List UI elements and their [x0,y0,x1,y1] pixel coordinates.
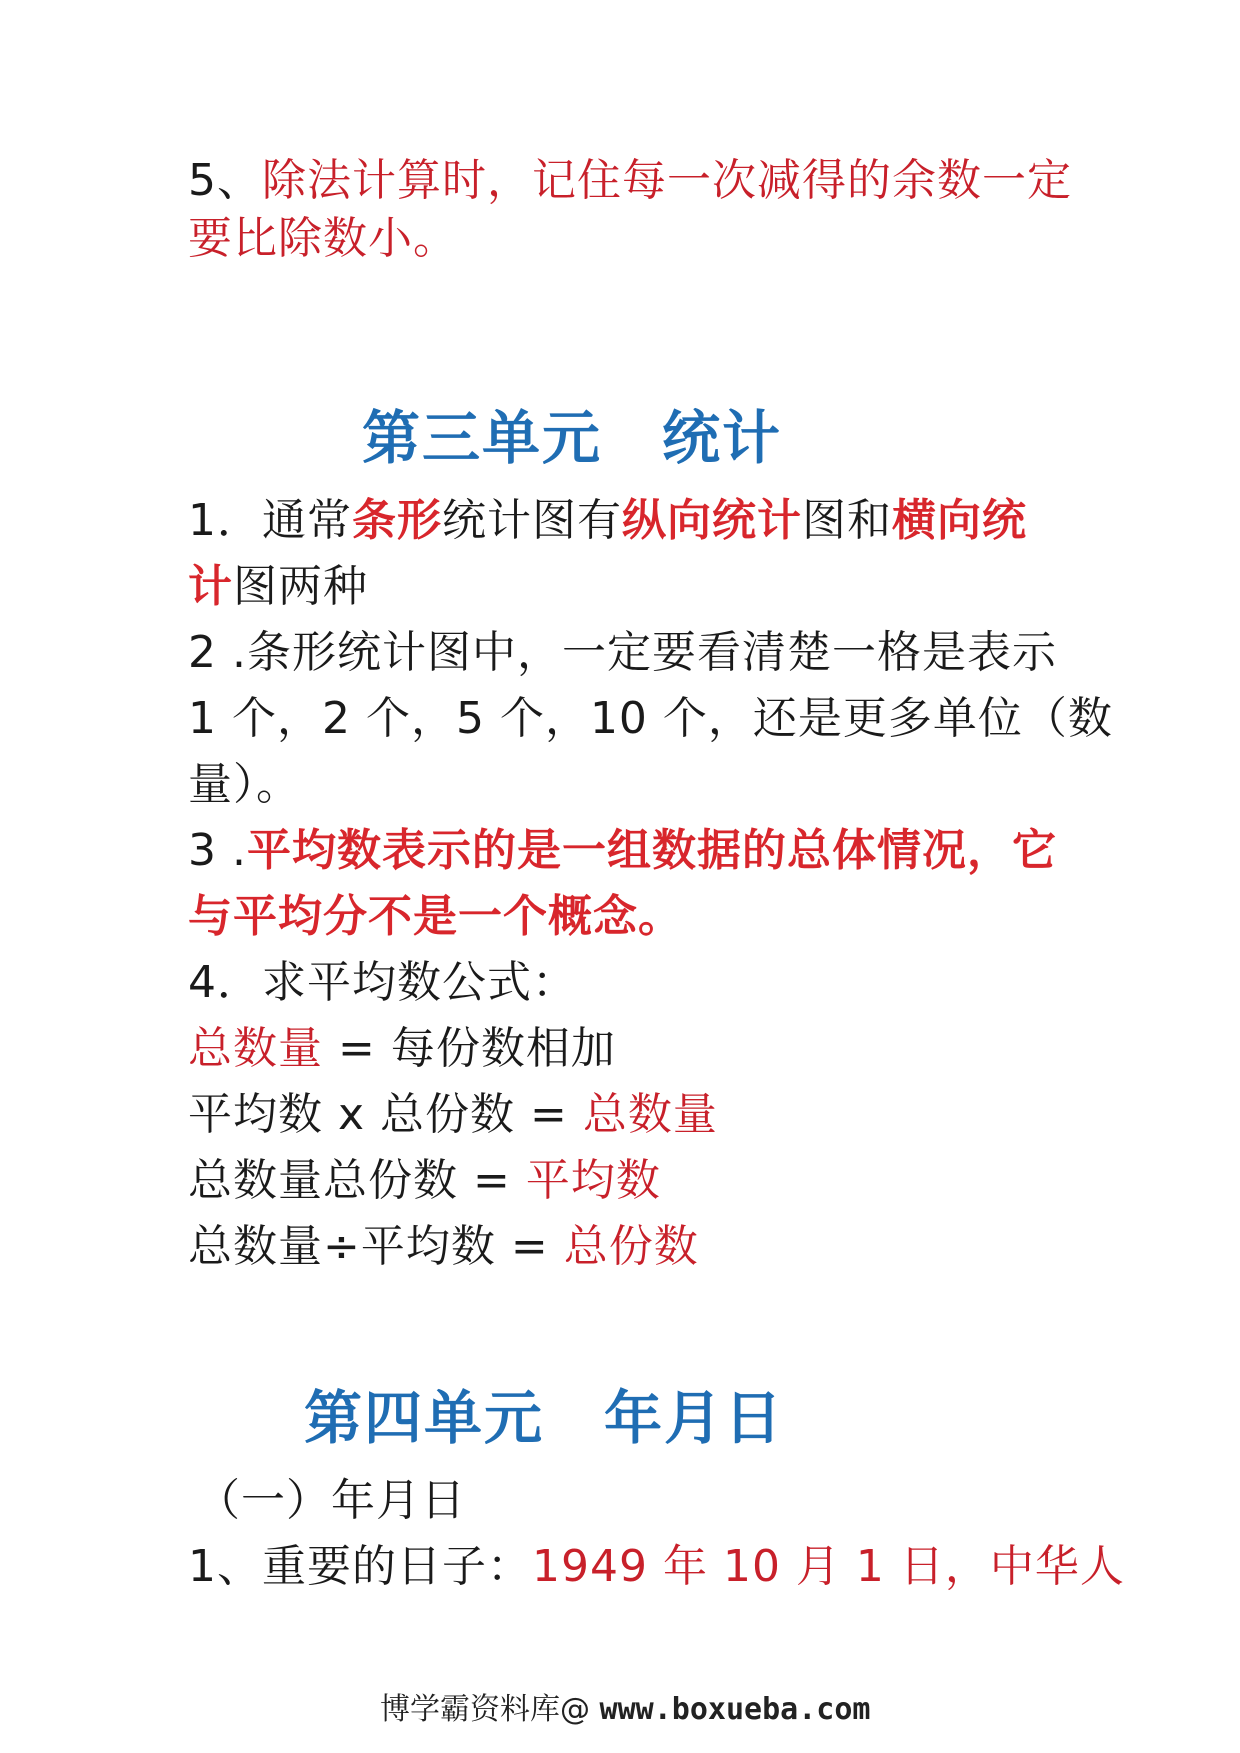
s3-item-3-text-1: 平均数表示的是一组数据的总体情况，它 [246,825,1057,876]
formula-1 [188,1016,1068,1082]
s3-item-1-g: 计 [188,561,233,612]
item-5-text-2: 要比除数小。 [188,213,458,264]
s4-section-heading: （一）年月日 [196,1475,466,1526]
s3-item-1-line-2 [188,554,1068,620]
s3-item-4-heading: 4．求平均数公式： [188,957,577,1008]
item-5-text-1: 除法计算时，记住每一次减得的余数一定 [262,155,1072,206]
footer-site: www.boxueba.com [599,1692,871,1727]
s3-item-1-f: 横向统 [892,495,1027,546]
formula-3 [188,1148,1068,1214]
s3-item-2-line-3: 量）。 [188,759,301,810]
s3-item-3-text-2: 与平均分不是一个概念。 [188,891,683,942]
s3-item-1-h: 图两种 [233,561,368,612]
s4-item-1-b: 1949 年 10 月 1 日，中华人 [532,1541,1125,1592]
item-5-number: 5、 [188,155,262,206]
formula-4 [188,1214,1068,1280]
s3-item-3-line-2 [188,884,1068,950]
s4-item-1 [188,1534,1125,1600]
formula-2 [188,1082,1068,1148]
item-5-line-1 [188,148,1072,214]
s3-item-1-b: 条形 [352,495,442,546]
s3-item-3-line-1 [188,818,1068,884]
s3-item-1-d: 纵向统计 [622,495,802,546]
formula-4-b: 总份数 [563,1221,699,1272]
unit-3-title: 第三单元 [362,404,603,472]
unit-3-heading [362,398,782,478]
s3-item-3-number: 3 . [188,825,247,876]
unit-3-subtitle: 统计 [662,404,783,472]
s3-item-2-line-2: 1 个，2 个，5 个，10 个，还是更多单位（数 [188,693,1113,744]
s3-item-2-line-1: 2 .条形统计图中，一定要看清楚一格是表示 [188,627,1057,678]
formula-4-a: 总数量÷平均数 = [188,1221,549,1272]
item-5-line-2 [188,206,1068,272]
unit-4-title: 第四单元 [304,1384,545,1452]
footer-brand: 博学霸资料库@ [380,1692,590,1727]
formula-3-a: 总数量总份数 = [188,1155,511,1206]
unit-4-subtitle: 年月日 [604,1384,785,1452]
unit-4-heading [304,1378,784,1458]
formula-1-a: 总数量 [188,1023,323,1074]
formula-3-b: 平均数 [525,1155,661,1206]
s3-item-1-a: 1．通常 [188,495,352,546]
s4-item-1-a: 1、重要的日子： [188,1541,532,1592]
formula-2-b: 总数量 [582,1089,718,1140]
s3-item-1-e: 图和 [802,495,892,546]
s3-item-1-line-1 [188,488,1068,554]
formula-1-b: = 每份数相加 [338,1023,616,1074]
footer-watermark [380,1690,870,1730]
formula-2-a: 平均数 x 总份数 = [188,1089,568,1140]
s3-item-1-c: 统计图有 [442,495,622,546]
